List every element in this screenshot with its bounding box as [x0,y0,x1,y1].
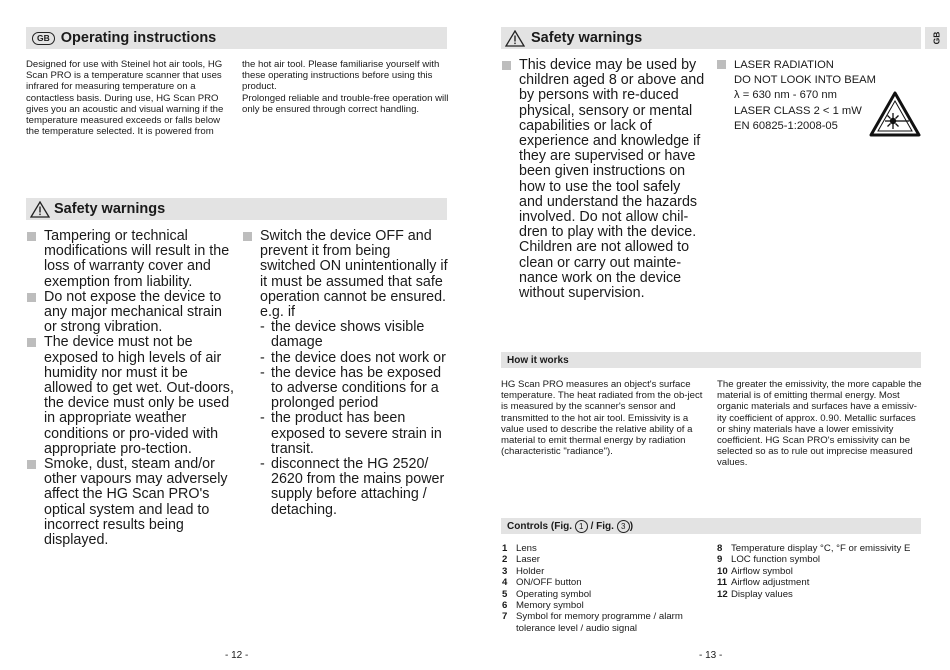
controls-item: 4 ON/OFF button [502,577,582,589]
safety-warnings-title-right: Safety warnings [531,30,643,46]
gb-badge: GB [32,32,55,45]
laser-hazard-icon [869,91,921,137]
laser-class-line: LASER CLASS 2 < 1 mW [734,104,862,117]
safety-item: Switch the device OFF and prevent it from being switched ON unintentionally if it must be assumed that safe operation cannot be ensured. e.g. if [243,229,449,320]
warning-triangle-icon [30,201,50,218]
safety-condition: - the device has be exposed to adverse conditions for a prolonged period [260,366,449,412]
safety-condition: - the product has been exposed to severe strain in transit. [260,411,449,457]
safety-item: Do not expose the device to any major mechanical strain or strong vibration. [27,290,237,336]
language-side-tab [925,27,947,49]
square-bullet-icon [27,293,36,302]
safety-item: The device must not be exposed to high levels of air humidity nor must it be allowed to get wet. Out-doors, the device must only be used in appropriate weather conditions or pro-vided with appropriate pro-tection. [27,335,237,457]
controls-item: 1 Lens [502,543,537,554]
safety-warnings-title-left: Safety warnings [54,201,166,217]
square-bullet-icon [243,232,252,241]
how-it-works-header [501,352,921,368]
square-bullet-icon [717,60,726,69]
square-bullet-icon [27,232,36,241]
controls-title-separator: / Fig. [590,520,614,532]
how-it-works-title: How it works [507,354,569,366]
warning-triangle-icon [505,30,525,47]
laser-heading-item [717,58,917,73]
safety-condition: - disconnect the HG 2520/ 2620 from the mains power supply before attaching / detaching. [260,457,449,518]
square-bullet-icon [27,460,36,469]
controls-item: 2 Laser [502,554,540,566]
controls-header [501,518,921,534]
controls-item: 11 Airflow adjustment [717,577,810,589]
operating-instructions-header [26,27,447,49]
safety-conditions-list [243,320,449,518]
square-bullet-icon [502,61,511,70]
operating-text-col2: the hot air tool. Please familiarise yourself with these operating instructions before using this product. Prolonged reliable and trouble-free operation will only be ensured through correct handling. [242,59,449,115]
controls-item: 5 Operating symbol [502,588,592,600]
controls-title-suffix: ) [629,520,634,532]
laser-warning-line: DO NOT LOOK INTO BEAM [734,74,876,87]
how-it-works-col2: The greater the emissivity, the more capable the material is of emitting thermal energy. Most organic materials and surfaces have a emissiv-ity coefficient of approx. 0.90. Metallic surfaces or shiny materials have a lower emissivity coefficient. HG Scan PRO's emissivity can be selected so as to rule out imprecise measured values. [717,379,922,469]
controls-list-col1 [502,543,707,634]
side-tab-label: GB [931,31,941,45]
operating-text-col1: Designed for use with Steinel hot air tools, HG Scan PRO is a temperature scanner that uses infrared for measuring temperature on a contactless basis. During use, HG Scan PRO gives you an acoustic and visual warning if the temperature measured exceeds or falls below the temperature selected. It is powered from [26,59,224,138]
safety-warnings-header-left [26,198,447,220]
controls-item: 3 Holder [502,565,545,577]
controls-title-prefix: Controls (Fig. [507,520,572,532]
page-number-right: - 13 - [699,650,723,661]
safety-item: This device may be used by children aged 8 or above and by persons with re-duced physical, sensory or mental capabilities or lack of experience and knowledge if they are supervised or have been given instructions on how to use the tool safely and understand the hazards involved. Do not allow chil-dren to play with the device. Children are not allowed to clean or carry out mainte-nance work on the device without supervision. [502,58,707,301]
figure-3-circle-icon: 3 [617,520,630,533]
controls-item: 6 Memory symbol [502,600,584,612]
safety-list-left [27,229,237,548]
controls-item: 8 Temperature display °C, °F or emissivity E [717,543,911,554]
laser-wavelength-line: λ = 630 nm - 670 nm [734,89,837,102]
safety-list-page13 [502,58,707,301]
safety-list-right-col [243,229,449,518]
safety-condition: - the device shows visible damage [260,320,449,350]
controls-item: 7 Symbol for memory programme / alarm tolerance level / audio signal [502,611,683,634]
laser-heading: LASER RADIATION [734,59,834,71]
controls-list-col2 [717,543,922,600]
square-bullet-icon [27,338,36,347]
safety-item: Tampering or technical modifications will result in the loss of warranty cover and exemption from liability. [27,229,237,290]
how-it-works-col1: HG Scan PRO measures an object's surface temperature. The heat radiated from the ob-ject is measured by the scanner's sensor and transmitted to the hot air tool. Emissivity is a value used to describe the relative ability of a material to emit thermal energy by radiation (characteristic "radiance"). [501,379,703,458]
safety-item: Smoke, dust, steam and/or other vapours may adversely affect the HG Scan PRO's optical system and lead to incorrect results being displayed. [27,457,237,548]
controls-item: 10 Airflow symbol [717,565,793,577]
laser-standard-line: EN 60825-1:2008-05 [734,119,838,132]
controls-item: 9 LOC function symbol [717,554,821,566]
controls-item: 12 Display values [717,588,793,600]
safety-condition: - the device does not work or [260,351,449,366]
figure-1-circle-icon: 1 [575,520,588,533]
safety-warnings-header-right [501,27,921,49]
page-number-left: - 12 - [225,650,249,661]
operating-instructions-title: Operating instructions [60,30,217,46]
